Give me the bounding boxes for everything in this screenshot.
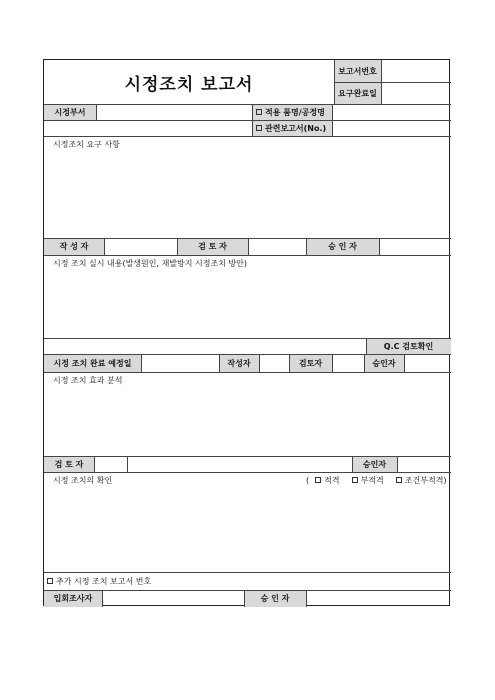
apply-item-field[interactable] [333, 105, 450, 119]
page-title: 시정조치 보고서 [124, 74, 254, 95]
final-approver-field[interactable] [307, 591, 450, 606]
related-report-field[interactable] [333, 121, 450, 135]
effect-approver-label: 승인자 [362, 459, 387, 469]
dept-label: 시정부서 [54, 107, 86, 117]
action-label: 시정 조치 실시 내용(발생원인, 재발방지 시정조치 방안) [53, 258, 248, 268]
completion-due-label: 시정 조치 완료 예정일 [53, 358, 132, 368]
writer-field[interactable] [105, 239, 176, 254]
effect-reviewer-field[interactable] [95, 457, 126, 471]
request-content-area[interactable] [45, 152, 450, 237]
qc-reviewer-label: 검토자 [298, 358, 323, 368]
request-label: 시정조치 요구 사항 [53, 139, 120, 149]
qc-label: Q.C 검토확인 [383, 341, 434, 351]
completion-due-field[interactable] [142, 355, 218, 371]
inspector-field[interactable] [103, 591, 243, 606]
confirm-ok-checkbox[interactable] [315, 477, 321, 483]
related-report-text: 관련보고서(No.) [265, 123, 327, 133]
qc-approver-field[interactable] [405, 355, 450, 371]
apply-item-text: 적용 품명/공정명 [265, 107, 325, 117]
confirm-label: 시정 조치의 확인 [53, 475, 113, 485]
related-report-checkbox[interactable] [256, 125, 262, 131]
additional-report-label: 추가 시정 조치 보고서 번호 [56, 576, 152, 586]
qc-reviewer-field[interactable] [333, 355, 363, 371]
due-date-label: 요구완료일 [338, 88, 377, 98]
report-no-field[interactable] [382, 61, 450, 81]
confirm-content-area[interactable] [45, 488, 450, 571]
report-no-label: 보고서번호 [338, 66, 377, 76]
qc-writer-label: 작성자 [227, 358, 251, 368]
reviewer-label: 검 토 자 [198, 242, 227, 251]
confirm-cond-label: 조건부적격) [404, 475, 447, 485]
qc-approver-label: 승인자 [372, 358, 396, 368]
confirm-paren-open: ( [306, 475, 310, 485]
confirm-ng-label: 부적격 [360, 475, 384, 485]
confirm-ng-checkbox[interactable] [352, 477, 358, 483]
writer-label: 작 성 자 [59, 242, 89, 251]
corrective-action-report-form [43, 59, 450, 606]
effect-content-area[interactable] [45, 388, 450, 455]
related-report-label [256, 120, 332, 136]
confirm-options [306, 473, 447, 487]
final-approver-label: 승 인 자 [260, 594, 290, 603]
additional-report-checkbox[interactable] [47, 578, 53, 584]
approver-label: 승 인 자 [328, 242, 357, 251]
additional-report-row [47, 572, 151, 590]
confirm-cond-checkbox[interactable] [396, 477, 402, 483]
dept-field[interactable] [97, 105, 251, 119]
approver-field[interactable] [380, 239, 450, 254]
effect-reviewer-sign-field[interactable] [128, 457, 351, 471]
reviewer-field[interactable] [249, 239, 305, 254]
action-content-area[interactable] [45, 271, 450, 337]
apply-item-label [256, 104, 332, 120]
apply-item-checkbox[interactable] [256, 109, 262, 115]
effect-label: 시정 조치 효과 분석 [53, 375, 123, 385]
effect-reviewer-label: 검 토 자 [54, 459, 84, 469]
inspector-label: 입회조사자 [53, 594, 93, 603]
qc-writer-field[interactable] [260, 355, 288, 371]
effect-approver-field[interactable] [398, 457, 450, 471]
due-date-field[interactable] [382, 83, 450, 103]
confirm-ok-label: 적격 [324, 475, 340, 485]
apply-vline-1 [252, 104, 253, 136]
